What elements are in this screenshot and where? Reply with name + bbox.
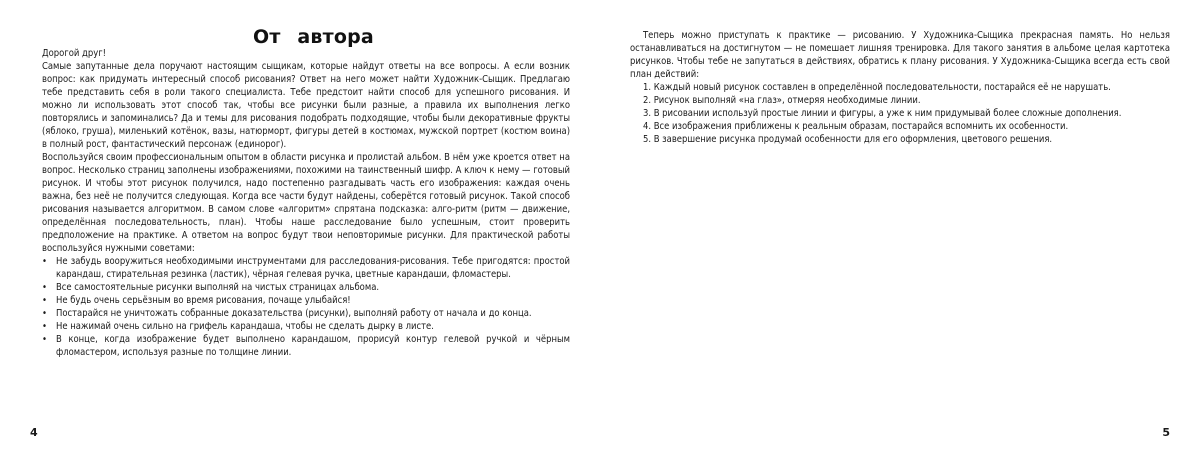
left-body-text xyxy=(42,47,570,359)
list-item: 3. В рисовании используй простые линии и фигуры, а уже к ним придумывай более сложные дополнения. xyxy=(643,108,1122,119)
list-item: 1. Каждый новый рисунок составлен в определённой последовательности, постарайся её не нарушать. xyxy=(643,82,1111,93)
intro-paragraph: Теперь можно приступать к практике — рисованию. У Художника-Сыщика прекрасная память. Но нельзя останавливаться на достигнутом — не помешает лишняя тренировка. Для такого занятия в альбоме целая картотека рисунков. Чтобы тебе не запутаться в действиях, обратись к плану рисования. У Художника-Сыщика всегда есть свой план действий: xyxy=(630,30,1170,80)
page-number-right: 5 xyxy=(1162,426,1170,439)
right-page xyxy=(600,0,1200,460)
page-title: От автора xyxy=(253,26,374,48)
greeting: Дорогой друг! xyxy=(42,48,106,59)
list-item xyxy=(42,307,570,320)
tip-text: Постарайся не уничтожать собранные доказательства (рисунки), выполняй работу от начала и до конца. xyxy=(56,308,532,319)
list-item: 4. Все изображения приближены к реальным образам, постарайся вспомнить их особенности. xyxy=(643,121,1069,132)
page-number-left: 4 xyxy=(30,426,38,439)
tip-text: В конце, когда изображение будет выполнено карандашом, прорисуй контур гелевой ручкой и чёрным фломастером, используя разные по толщине линии. xyxy=(56,334,570,358)
steps-list xyxy=(630,81,1170,146)
right-body-text xyxy=(630,29,1170,146)
list-item xyxy=(42,255,570,281)
bullet-icon: • xyxy=(42,321,47,332)
bullet-icon: • xyxy=(42,308,47,319)
list-item: 2. Рисунок выполняй «на глаз», отмеряя необходимые линии. xyxy=(643,95,921,106)
tip-text: Не будь очень серьёзным во время рисования, почаще улыбайся! xyxy=(56,295,351,306)
list-item xyxy=(42,320,570,333)
tip-text: Не забудь вооружиться необходимыми инструментами для расследования-рисования. Тебе пригодятся: простой карандаш, стирательная резинка (ластик), чёрная гелевая ручка, цветные карандаши, фломастеры. xyxy=(56,256,570,280)
list-item xyxy=(42,294,570,307)
paragraph-1: Самые запутанные дела поручают настоящим сыщикам, которые найдут ответы на все вопросы. А если возник вопрос: как придумать интересный способ рисования? Ответ на него может найти Художник-Сыщик. Предлагаю тебе представить себя в роли такого специалиста. Тебе предстоит найти способ для успешного рисования. И можно ли использовать этот способ так, чтобы все рисунки были разные, а правила их выполнения легко повторялись и запоминались? Да и темы для рисования подобрать подходящие, чтобы были декоративные фрукты (яблоко, груша), миленький котёнок, вазы, натюрморт, фигуры детей в костюмах, мужской портрет (костюм воина) в полный рост, фантастический персонаж (единорог). xyxy=(42,61,570,150)
tips-list xyxy=(42,255,570,359)
bullet-icon: • xyxy=(42,295,47,306)
bullet-icon: • xyxy=(42,256,47,267)
bullet-icon: • xyxy=(42,282,47,293)
tip-text: Не нажимай очень сильно на грифель карандаша, чтобы не сделать дырку в листе. xyxy=(56,321,434,332)
tip-text: Все самостоятельные рисунки выполняй на чистых страницах альбома. xyxy=(56,282,380,293)
paragraph-2: Воспользуйся своим профессиональным опытом в области рисунка и пролистай альбом. В нём уже кроется ответ на вопрос. Несколько страниц заполнены изображениями, похожими на таинственный шифр. А ключ к нему — готовый рисунок. И чтобы этот рисунок получился, надо постепенно разгадывать часть его изображения: каждая очень важна, без неё не получится следующая. Когда все части будут найдены, соберётся готовый рисунок. Такой способ рисования называется алгоритмом. В самом слове «алгоритм» спрятана подсказка: алго-ритм (ритм — движение, определённая последовательность, план). Чтобы наше расследование было успешным, стоит проверить предположение на практике. А ответом на вопрос будут твои неповторимые рисунки. Для практической работы воспользуйся нужными советами: xyxy=(42,152,570,254)
list-item: 5. В завершение рисунка продумай особенности для его оформления, цветового решения. xyxy=(643,134,1053,145)
list-item xyxy=(42,281,570,294)
bullet-icon: • xyxy=(42,334,47,345)
list-item xyxy=(42,333,570,359)
